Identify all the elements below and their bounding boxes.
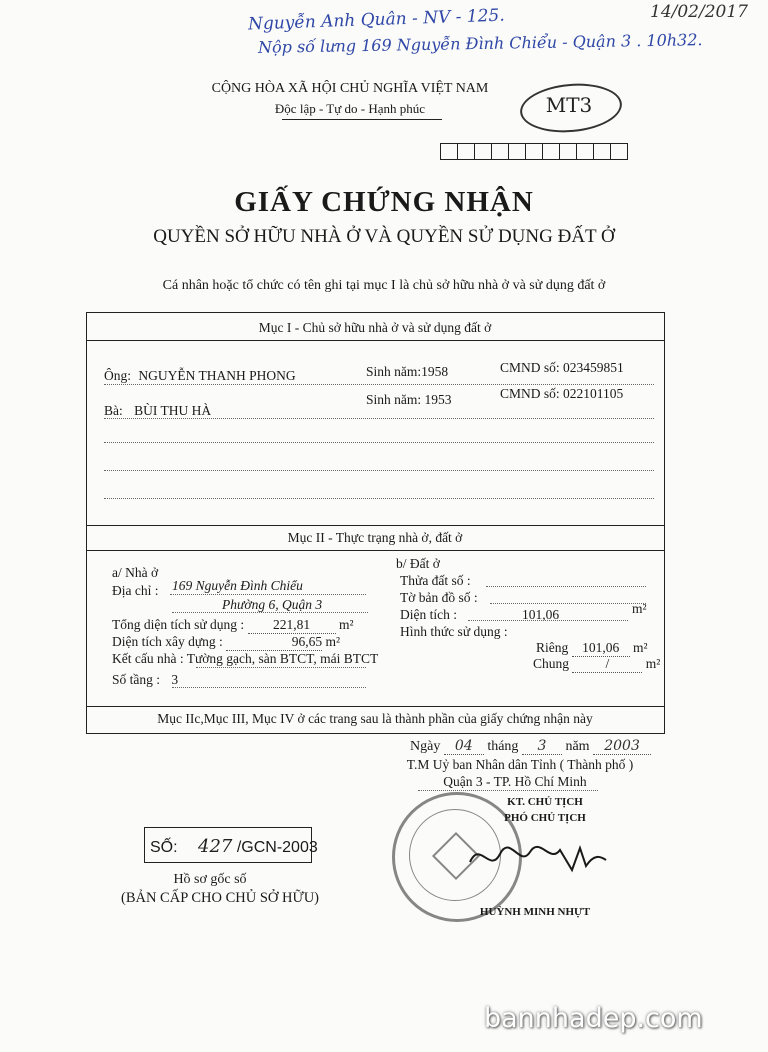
date-prefix: Ngày [410, 739, 441, 754]
map-sheet-label: Tờ bản đồ số : [400, 590, 478, 605]
registration-value: 427 [198, 836, 233, 857]
structure-value: Tường gạch, sàn BTCT, mái BTCT [186, 651, 379, 666]
motto-underline [282, 119, 442, 120]
owner-1-birth-label: Sinh năm: [366, 364, 422, 379]
land-area-value: 101,06 [522, 607, 560, 622]
owner-2-birth-value: 1953 [424, 392, 452, 407]
signer-position-2: PHÓ CHỦ TỊCH [504, 812, 586, 824]
registration-suffix: /GCN-2003 [236, 839, 318, 856]
private-row [536, 640, 648, 657]
year-label: năm [565, 739, 590, 754]
section1-divider [86, 340, 664, 341]
blank-line-2 [104, 470, 654, 471]
registration-label: SỐ: [150, 839, 178, 856]
plot-number-label: Thửa đất số : [400, 573, 471, 588]
private-value: 101,06 [572, 640, 630, 657]
district-dots [418, 790, 598, 791]
shared-row [533, 656, 660, 673]
section2-heading: Mục II - Thực trạng nhà ở, đất ở [287, 530, 463, 545]
land-label: b/ Đất ở [396, 556, 440, 571]
total-area-value: 221,81 [248, 617, 336, 634]
owner-1-dotted-line [104, 384, 654, 385]
plot-number-dots [486, 586, 646, 587]
house-address-line2: Phường 6, Quận 3 [222, 597, 323, 612]
handwritten-signature [460, 834, 610, 878]
total-area-unit: m² [338, 617, 354, 632]
total-area-row [112, 617, 354, 634]
build-area-unit: m² [325, 634, 341, 649]
owner-1-id-value: 023459851 [563, 360, 624, 375]
structure-dots [196, 667, 366, 668]
document-subtitle: QUYỀN SỞ HỮU NHÀ Ở VÀ QUYỀN SỬ DỤNG ĐẤT Ở [153, 226, 615, 247]
build-area-row [112, 634, 340, 651]
section2-top-divider [86, 525, 664, 526]
signer-name: HUỲNH MINH NHỰT [479, 906, 591, 918]
owner-2-id-value: 022101105 [563, 386, 624, 401]
national-motto: Độc lập - Tự do - Hạnh phúc [274, 101, 426, 116]
shared-value: / [572, 656, 642, 673]
structure-label: Kết cấu nhà : [112, 651, 184, 666]
issue-year: 2003 [593, 738, 651, 755]
shared-label: Chung [533, 656, 570, 671]
owner-copy-note: (BẢN CẤP CHO CHỦ SỞ HỮU) [120, 890, 320, 906]
owner-2-id-label: CMND số: [500, 386, 560, 401]
owner-1-birth [366, 364, 448, 380]
build-area-value: 96,65 [226, 634, 322, 651]
issue-day: 04 [444, 738, 484, 755]
floors-label: Số tầng : [112, 672, 161, 687]
section2-divider [86, 550, 664, 551]
owner-2-title: Bà: [104, 403, 123, 418]
handwritten-note-line1: Nguyễn Anh Quân - NV - 125. [247, 5, 506, 35]
total-area-label: Tổng diện tích sử dụng : [112, 617, 245, 632]
owner-1-id [500, 360, 624, 376]
blank-line-3 [104, 498, 654, 499]
usage-label: Hình thức sử dụng : [400, 624, 508, 639]
owner-2-id [500, 386, 623, 402]
issue-date [410, 738, 651, 755]
house-label: a/ Nhà ở [112, 565, 159, 580]
private-unit: m² [633, 640, 648, 655]
owner-1-birth-value: 1958 [421, 364, 449, 379]
address-line1-dots [170, 594, 366, 595]
floors-row [112, 672, 178, 688]
owner-1-row [104, 368, 296, 384]
original-file-label: Hồ sơ gốc số [173, 872, 247, 887]
section1-heading: Mục I - Chủ sở hữu nhà ở và sử dụng đất ở [258, 320, 492, 335]
land-area-dots [468, 620, 628, 621]
section2-bottom-divider [86, 706, 664, 707]
owner-1-name: NGUYỄN THANH PHONG [138, 368, 296, 383]
address-line2-dots [172, 612, 368, 613]
month-label: tháng [487, 739, 519, 754]
owner-2-dotted-line [104, 418, 654, 419]
floors-value: 3 [171, 672, 179, 687]
owner-1-title: Ông: [104, 368, 131, 383]
build-area-label: Diện tích xây dựng : [112, 634, 223, 649]
land-area-unit: m² [632, 601, 647, 616]
owner-2-row [104, 403, 211, 419]
owner-2-birth-label: Sinh năm: [366, 392, 422, 407]
section-footer-note: Mục IIc,Mục III, Mục IV ở các trang sau là thành phần của giấy chứng nhận này [157, 711, 593, 726]
country-name: CỘNG HÒA XÃ HỘI CHỦ NGHĨA VIỆT NAM [211, 81, 489, 96]
map-sheet-dots [490, 603, 646, 604]
floors-dots [172, 687, 366, 688]
structure-row [112, 651, 378, 667]
registration-number [150, 836, 318, 857]
house-address-line1: 169 Nguyễn Đình Chiểu [172, 578, 303, 593]
owner-2-birth [366, 392, 452, 408]
house-address-label: Địa chỉ : [112, 583, 159, 598]
handwritten-code: MT3 [545, 93, 593, 117]
handwritten-note-line2: Nộp số lưng 169 Nguyễn Đình Chiểu - Quận 3 . 10h32. [257, 30, 703, 57]
document-title: GIẤY CHỨNG NHẬN [234, 186, 534, 218]
shared-unit: m² [645, 656, 661, 671]
signer-position-1: KT. CHỦ TỊCH [507, 796, 583, 808]
authority-district: Quận 3 - TP. Hồ Chí Minh [443, 774, 587, 789]
land-area-label: Diện tích : [400, 607, 457, 622]
intro-text: Cá nhân hoặc tổ chức có tên ghi tại mục I là chủ sở hữu nhà ở và sử dụng đất ở [162, 278, 606, 293]
authority-name: T.M Uỷ ban Nhân dân Tỉnh ( Thành phố ) [406, 757, 634, 772]
owner-2-name: BÙI THU HÀ [134, 403, 212, 418]
serial-boxes [441, 143, 628, 160]
private-label: Riêng [536, 640, 569, 655]
blank-line-1 [104, 442, 654, 443]
handwritten-date: 14/02/2017 [650, 2, 748, 22]
issue-month: 3 [522, 738, 562, 755]
watermark: bannhadep.com [484, 1003, 703, 1034]
owner-1-id-label: CMND số: [500, 360, 560, 375]
